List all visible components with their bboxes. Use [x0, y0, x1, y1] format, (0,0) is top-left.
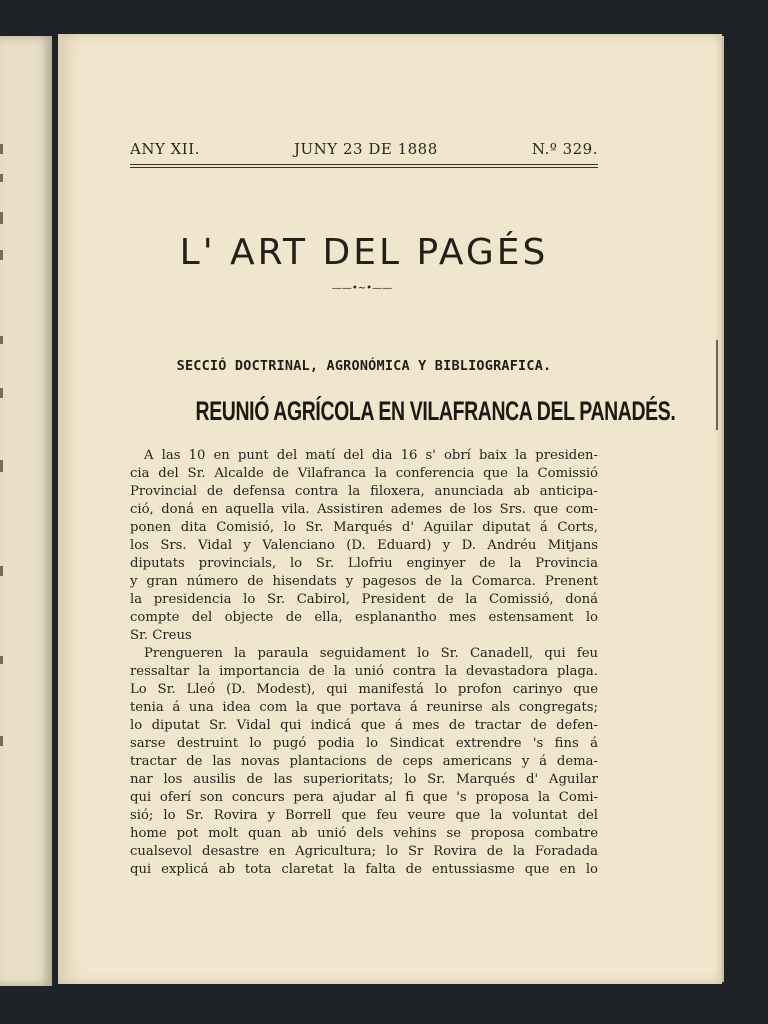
body-line: qui explicá ab tota claretat la falta de entussiasme que en lo [130, 862, 598, 877]
body-line: cia del Sr. Alcalde de Vilafranca la conferencia que la Comissió [130, 466, 598, 481]
masthead-title: L' ART DEL PAGÉS [179, 232, 549, 273]
section-title: SECCIÓ DOCTRINAL, AGRONÓMICA Y BIBLIOGRAFICA. [176, 358, 552, 374]
body-line: y gran número de hisendats y pagesos de la Comarca. Prenent [130, 574, 598, 589]
page-edge-mark [716, 340, 718, 430]
body-line: tenia á una idea com la que portava á reunirse als congregats; [130, 700, 598, 715]
body-line: cualsevol desastre en Agricultura; lo Sr Rovira de la Foradada [130, 844, 598, 859]
body-line: home pot molt quan ab unió dels vehins se proposa combatre [130, 826, 598, 841]
article-body [130, 447, 598, 879]
body-line: Lo Sr. Lleó (D. Modest), qui manifestá lo profon carinyo que [130, 682, 598, 697]
article-title: REUNIÓ AGRÍCOLA EN VILAFRANCA DEL PANADÉS. [195, 396, 676, 426]
body-line: nar los ausilis de las superioritats; lo Sr. Marqués d' Aguilar [130, 772, 598, 787]
body-line: Prengueren la paraula seguidament lo Sr. Canadell, qui feu [144, 646, 598, 661]
body-line: tractar de las novas plantacions de ceps americans y á dema- [130, 754, 598, 769]
body-line: ció, doná en aquella vila. Assistiren ademes de los Srs. que com- [130, 502, 598, 517]
body-line: qui oferí son concurs pera ajudar al fi que 's proposa la Comi- [130, 790, 598, 805]
issue-date: JUNY 23 DE 1888 [294, 140, 438, 158]
issue-header [130, 140, 598, 160]
body-line: Provincial de defensa contra la filoxera, anunciada ab anticipa- [130, 484, 598, 499]
header-rule-top [130, 164, 598, 165]
body-line: la presidencia lo Sr. Cabirol, President de la Comissió, doná [130, 592, 598, 607]
body-line: diputats provincials, lo Sr. Llofriu enginyer de la Provincia [130, 556, 598, 571]
body-line: lo diputat Sr. Vidal qui indicá que á mes de tractar de defen- [130, 718, 598, 733]
header-rule-bottom [130, 167, 598, 168]
body-line: ressaltar la importancia de la unió contra la devastadora plaga. [130, 664, 598, 679]
left-page [0, 36, 52, 986]
body-line: compte del objecte de ella, esplanantho mes estensament lo [130, 610, 598, 625]
masthead-ornament: ——•~•—— [331, 283, 393, 294]
body-line: los Srs. Vidal y Valenciano (D. Eduard) y D. Andréu Mitjans [130, 538, 598, 553]
issue-number: N.º 329. [531, 140, 598, 158]
body-line: ponen dita Comisió, lo Sr. Marqués d' Aguilar diputat á Corts, [130, 520, 598, 535]
issue-year: ANY XII. [130, 140, 200, 158]
body-line: Sr. Creus [130, 628, 192, 643]
body-line: sarse destruint lo pugó podia lo Sindicat extrendre 's fins á [130, 736, 598, 751]
body-line: A las 10 en punt del matí del dia 16 s' obrí baix la presiden- [144, 448, 598, 463]
body-line: sió; lo Sr. Rovira y Borrell que feu veure que la voluntat del [130, 808, 598, 823]
